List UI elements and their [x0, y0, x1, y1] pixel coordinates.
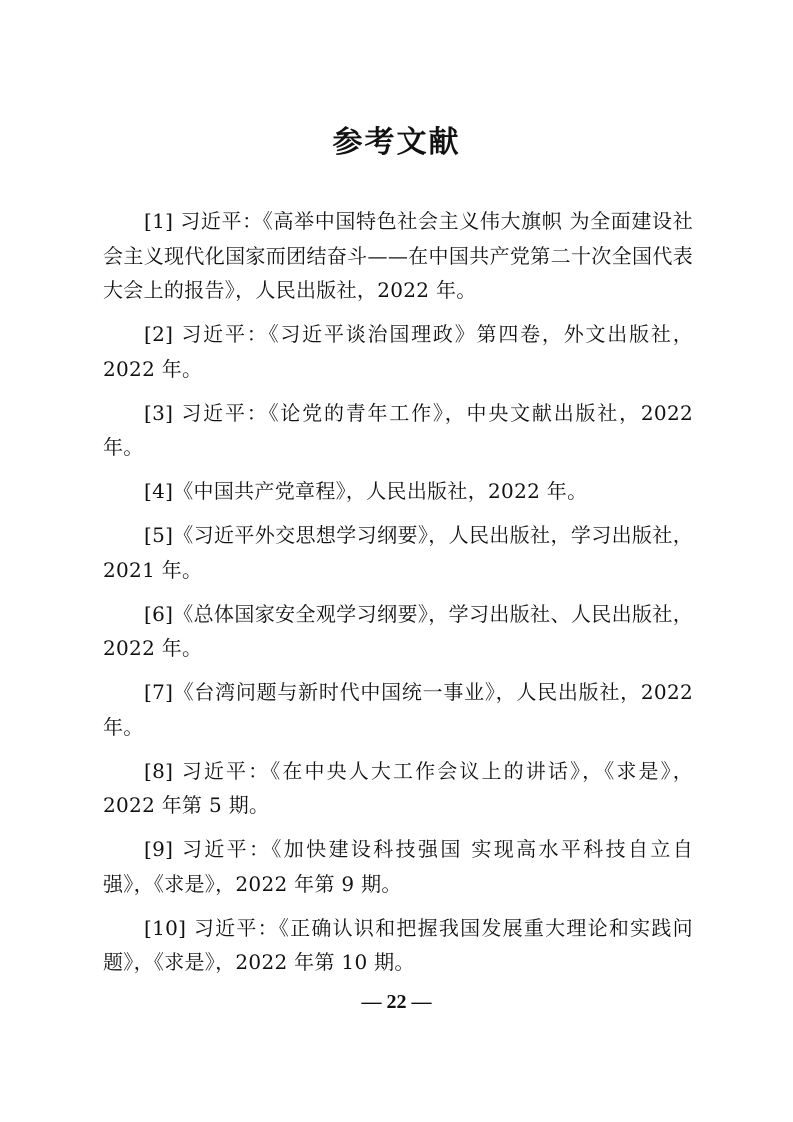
reference-item-10: [10] 习近平：《正确认识和把握我国发展重大理论和实践问题》，《求是》，2022 年第 10 期。	[103, 915, 693, 974]
page-number: — 22 —	[361, 991, 432, 1013]
reference-item-8: [8] 习近平：《在中央人大工作会议上的讲话》，《求是》，2022 年第 5 期。	[103, 758, 693, 817]
reference-list	[103, 204, 693, 980]
reference-item-1: [1] 习近平：《高举中国特色社会主义伟大旗帜 为全面建设社会主义现代化国家而团结奋斗——在中国共产党第二十次全国代表大会上的报告》，人民出版社，2022 年。	[103, 209, 693, 302]
reference-item-4: [4]《中国共产党章程》，人民出版社，2022 年。	[144, 479, 588, 503]
reference-item-6: [6]《总体国家安全观学习纲要》，学习出版社、人民出版社，2022 年。	[103, 601, 693, 660]
reference-item-5: [5]《习近平外交思想学习纲要》，人民出版社，学习出版社，2021 年。	[103, 523, 693, 582]
reference-item-2: [2] 习近平：《习近平谈治国理政》第四卷，外文出版社，2022 年。	[103, 322, 693, 381]
page-title: 参考文献	[332, 125, 461, 160]
reference-item-9: [9] 习近平：《加快建设科技强国 实现高水平科技自立自强》，《求是》，2022 年第 9 期。	[103, 837, 693, 896]
reference-item-3: [3] 习近平：《论党的青年工作》，中央文献出版社，2022 年。	[103, 400, 693, 459]
reference-item-7: [7]《台湾问题与新时代中国统一事业》，人民出版社，2022 年。	[103, 680, 693, 739]
